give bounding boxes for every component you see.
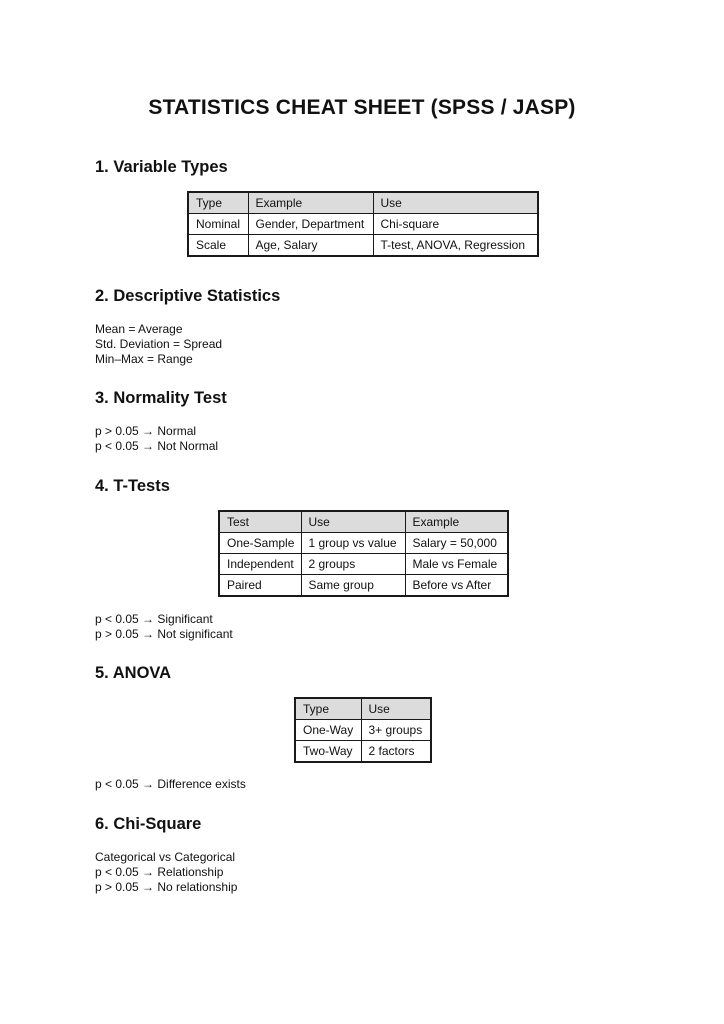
table-cell: Paired [219,575,301,597]
table-header-cell: Use [373,192,538,214]
table-cell: Age, Salary [248,235,373,257]
table-cell: Gender, Department [248,214,373,235]
section-heading-descriptive-statistics: 2. Descriptive Statistics [95,287,281,305]
text-line: p < 0.05 → Difference exists [95,777,246,791]
chi-square-text [95,850,237,895]
table-row [188,214,538,235]
table-cell: Salary = 50,000 [405,533,508,554]
descriptive-statistics-text [95,322,222,367]
table-header-row [295,698,431,720]
table-header-cell: Type [295,698,361,720]
section-heading-t-tests: 4. T-Tests [95,477,170,495]
table-cell: 1 group vs value [301,533,405,554]
table-row [295,741,431,763]
table-row [188,235,538,257]
table-row [219,575,508,597]
table-header-row [219,511,508,533]
table-cell: T-test, ANOVA, Regression [373,235,538,257]
table-cell: One-Way [295,720,361,741]
anova-table [294,697,432,763]
table-cell: 2 factors [361,741,431,763]
page-title: STATISTICS CHEAT SHEET (SPSS / JASP) [148,96,576,119]
table-cell: 2 groups [301,554,405,575]
section-heading-variable-types: 1. Variable Types [95,158,228,176]
table-header-cell: Example [248,192,373,214]
variable-types-table [187,191,539,257]
t-tests-table [218,510,509,597]
section-heading-anova: 5. ANOVA [95,664,172,682]
table-cell: Same group [301,575,405,597]
section-heading-chi-square: 6. Chi-Square [95,815,202,833]
section-heading-normality-test: 3. Normality Test [95,389,227,407]
text-line: p < 0.05 → Relationship [95,865,224,879]
table-header-cell: Use [301,511,405,533]
table-cell: 3+ groups [361,720,431,741]
table-cell: Chi-square [373,214,538,235]
table-row [219,533,508,554]
text-line: p > 0.05 → Not significant [95,627,233,641]
anova-text [95,777,246,792]
table-header-row [188,192,538,214]
table-row [219,554,508,575]
text-line: Categorical vs Categorical [95,850,236,864]
table-header-cell: Use [361,698,431,720]
table-cell: Two-Way [295,741,361,763]
text-line: p < 0.05 → Not Normal [95,439,219,453]
text-line: p < 0.05 → Significant [95,612,213,626]
text-line: Min–Max = Range [95,352,193,366]
table-cell: Nominal [188,214,248,235]
table-cell: Independent [219,554,301,575]
text-line: Mean = Average [95,322,183,336]
table-header-cell: Type [188,192,248,214]
table-header-cell: Test [219,511,301,533]
table-header-cell: Example [405,511,508,533]
t-tests-text [95,612,233,642]
table-cell: One-Sample [219,533,301,554]
table-cell: Male vs Female [405,554,508,575]
text-line: p > 0.05 → Normal [95,424,197,438]
table-cell: Scale [188,235,248,257]
table-cell: Before vs After [405,575,508,597]
text-line: p > 0.05 → No relationship [95,880,238,894]
normality-test-text [95,424,218,454]
table-row [295,720,431,741]
text-line: Std. Deviation = Spread [95,337,223,351]
